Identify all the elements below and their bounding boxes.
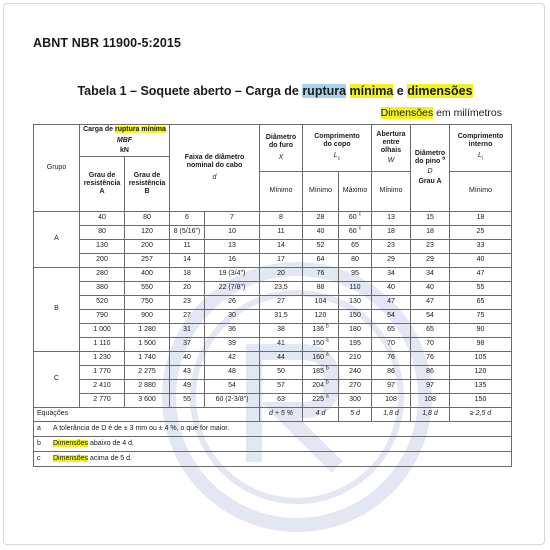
table-row	[34, 324, 512, 338]
cell-pino: 54	[411, 310, 450, 324]
cell-faixa-min: 43	[170, 366, 205, 380]
table-title: Tabela 1 – Soquete aberto – Carga de ruptura mínima e dimensões	[77, 84, 473, 98]
equacoes-label: Equações	[34, 408, 260, 422]
header-grupo: Grupo	[34, 125, 80, 212]
cell-interno: 25	[450, 226, 512, 240]
cell-interno: 135	[450, 380, 512, 394]
cell-furo: 23,5	[260, 282, 303, 296]
eq-pino: 1,8 d	[411, 408, 450, 422]
table-row	[34, 212, 512, 226]
cell-copo-max: 60 $^c$	[339, 212, 372, 226]
cell-furo: 14	[260, 240, 303, 254]
cell-copo-max: 130	[339, 296, 372, 310]
table-row	[34, 254, 512, 268]
footnote-ref: b	[325, 380, 329, 387]
cell-carga-b: 200	[125, 240, 170, 254]
cell-carga-a: 1 770	[80, 366, 125, 380]
cell-interno: 40	[450, 254, 512, 268]
table-row	[34, 268, 512, 282]
group-label: A	[34, 212, 80, 268]
cell-copo-max: 95	[339, 268, 372, 282]
cell-furo: 17	[260, 254, 303, 268]
cell-interno: 150	[450, 394, 512, 408]
cell-copo-min: 185 $^b$	[303, 366, 339, 380]
header-abertura-minimo: Mínimo	[372, 172, 411, 212]
cell-furo: 20	[260, 268, 303, 282]
cell-faixa-min: 6	[170, 212, 205, 226]
cell-faixa-max: 26	[205, 296, 260, 310]
cell-carga-a: 200	[80, 254, 125, 268]
cell-faixa-max: 48	[205, 366, 260, 380]
cell-faixa-min: 55	[170, 394, 205, 408]
cell-faixa-min: 27	[170, 310, 205, 324]
cell-carga-b: 900	[125, 310, 170, 324]
cell-pino: 47	[411, 296, 450, 310]
cell-carga-b: 120	[125, 226, 170, 240]
cell-furo: 41	[260, 338, 303, 352]
cell-faixa-max: 42	[205, 352, 260, 366]
cell-copo-min: 76	[303, 268, 339, 282]
cell-copo-min: 225 $^a$	[303, 394, 339, 408]
cell-carga-a: 1 230	[80, 352, 125, 366]
cell-faixa-min: 37	[170, 338, 205, 352]
cell-copo-max: 65	[339, 240, 372, 254]
cell-abertura: 29	[372, 254, 411, 268]
cell-carga-a: 1 000	[80, 324, 125, 338]
cell-interno: 65	[450, 296, 512, 310]
cell-copo-max: 270	[339, 380, 372, 394]
table-row	[34, 380, 512, 394]
cell-abertura: 86	[372, 366, 411, 380]
cell-pino: 76	[411, 352, 450, 366]
cell-carga-b: 257	[125, 254, 170, 268]
cell-copo-max: 150	[339, 310, 372, 324]
cell-interno: 120	[450, 366, 512, 380]
footnote-ref: a	[325, 352, 329, 359]
cell-faixa-max: 54	[205, 380, 260, 394]
cell-carga-b: 2 880	[125, 380, 170, 394]
eq-copo-max: 5 d	[339, 408, 372, 422]
cell-carga-b: 1 500	[125, 338, 170, 352]
table-row	[34, 240, 512, 254]
header-interno-minimo: Mínimo	[450, 172, 512, 212]
group-label: B	[34, 268, 80, 352]
cell-abertura: 34	[372, 268, 411, 282]
header-copo: Comprimento do copo $L_c$	[303, 125, 372, 172]
header-faixa: Faixa de diâmetro nominal do cabo d	[170, 125, 260, 212]
cell-interno: 33	[450, 240, 512, 254]
cell-faixa-max: 16	[205, 254, 260, 268]
header-furo-minimo: Mínimo	[260, 172, 303, 212]
cell-carga-b: 2 275	[125, 366, 170, 380]
cell-faixa-max: 60 (2-3/8")	[205, 394, 260, 408]
cell-pino: 65	[411, 324, 450, 338]
group-label: C	[34, 352, 80, 408]
cell-furo: 31,5	[260, 310, 303, 324]
eq-interno: ≥ 2,5 d	[450, 408, 512, 422]
cell-faixa-min: 14	[170, 254, 205, 268]
table-row	[34, 226, 512, 240]
cell-copo-min: 160 $^a$	[303, 352, 339, 366]
cell-abertura: 13	[372, 212, 411, 226]
footnote-ref: c	[358, 212, 362, 219]
cell-copo-max: 210	[339, 352, 372, 366]
header-grau-a: Grau de resistência A	[80, 157, 125, 212]
units-note: Dimensões em milímetros	[380, 107, 502, 119]
cell-interno: 75	[450, 310, 512, 324]
cell-furo: 11	[260, 226, 303, 240]
cell-copo-max: 240	[339, 366, 372, 380]
cell-faixa-max: 39	[205, 338, 260, 352]
cell-interno: 47	[450, 268, 512, 282]
cell-copo-min: 28	[303, 212, 339, 226]
cell-pino: 34	[411, 268, 450, 282]
cell-copo-min: 64	[303, 254, 339, 268]
cell-pino: 23	[411, 240, 450, 254]
cell-copo-max: 110	[339, 282, 372, 296]
cell-abertura: 70	[372, 338, 411, 352]
cell-copo-max: 180	[339, 324, 372, 338]
table-row	[34, 338, 512, 352]
cell-faixa-max: 7	[205, 212, 260, 226]
table-row	[34, 282, 512, 296]
eq-copo-min: 4 d	[303, 408, 339, 422]
footnote-b: b Dimensões abaixo de 4 d.	[34, 437, 512, 452]
cell-pino: 86	[411, 366, 450, 380]
cell-faixa-max: 10	[205, 226, 260, 240]
cell-furo: 38	[260, 324, 303, 338]
cell-faixa-min: 8 (5/16")	[170, 226, 205, 240]
cell-abertura: 76	[372, 352, 411, 366]
cell-carga-b: 400	[125, 268, 170, 282]
cell-interno: 98	[450, 338, 512, 352]
cell-furo: 57	[260, 380, 303, 394]
cell-furo: 8	[260, 212, 303, 226]
cell-copo-min: 52	[303, 240, 339, 254]
cell-abertura: 108	[372, 394, 411, 408]
cell-interno: 90	[450, 324, 512, 338]
eq-furo: d + 5 %	[260, 408, 303, 422]
header-interno: Comprimento interno $L_i$	[450, 125, 512, 172]
cell-pino: 29	[411, 254, 450, 268]
footnote-ref: b	[325, 366, 329, 373]
cell-interno: 18	[450, 212, 512, 226]
cell-copo-min: 204 $^b$	[303, 380, 339, 394]
cell-carga-b: 750	[125, 296, 170, 310]
cell-pino: 15	[411, 212, 450, 226]
cell-copo-min: 40	[303, 226, 339, 240]
footnote-c: c Dimensões acima de 5 d.	[34, 452, 512, 467]
cell-faixa-min: 49	[170, 380, 205, 394]
cell-carga-a: 280	[80, 268, 125, 282]
cell-abertura: 97	[372, 380, 411, 394]
cell-faixa-max: 36	[205, 324, 260, 338]
table-row	[34, 394, 512, 408]
cell-furo: 27	[260, 296, 303, 310]
cell-pino: 97	[411, 380, 450, 394]
cell-faixa-min: 40	[170, 352, 205, 366]
cell-copo-min: 120	[303, 310, 339, 324]
cell-abertura: 40	[372, 282, 411, 296]
footnote-a: a A tolerância de D é de ± 3 mm ou ± 4 %, o que for maior.	[34, 422, 512, 437]
equacoes-row	[34, 408, 512, 422]
cell-carga-a: 380	[80, 282, 125, 296]
cell-furo: 63	[260, 394, 303, 408]
cell-interno: 105	[450, 352, 512, 366]
cell-carga-b: 80	[125, 212, 170, 226]
header-pino: Diâmetro do pino $^a$ D Grau A	[411, 125, 450, 212]
cell-copo-min: 104	[303, 296, 339, 310]
cell-copo-min: 136 $^b$	[303, 324, 339, 338]
cell-faixa-min: 23	[170, 296, 205, 310]
cell-faixa-max: 19 (3/4")	[205, 268, 260, 282]
table-row	[34, 296, 512, 310]
cell-faixa-max: 13	[205, 240, 260, 254]
cell-faixa-min: 11	[170, 240, 205, 254]
header-abertura: Abertura entre olhais W	[372, 125, 411, 172]
cell-abertura: 54	[372, 310, 411, 324]
cell-copo-max: 195	[339, 338, 372, 352]
cell-faixa-max: 22 (7/8")	[205, 282, 260, 296]
cell-abertura: 18	[372, 226, 411, 240]
header-copo-minimo: Mínimo	[303, 172, 339, 212]
cell-carga-a: 790	[80, 310, 125, 324]
header-furo: Diâmetro do furo X	[260, 125, 303, 172]
table-row	[34, 310, 512, 324]
header-grau-b: Grau de resistência B	[125, 157, 170, 212]
cell-carga-a: 40	[80, 212, 125, 226]
eq-abertura: 1,8 d	[372, 408, 411, 422]
document-code: ABNT NBR 11900-5:2015	[33, 36, 181, 50]
header-carga: Carga de ruptura mínima MBF kN	[80, 125, 170, 157]
cell-carga-a: 1 110	[80, 338, 125, 352]
cell-pino: 108	[411, 394, 450, 408]
cell-faixa-min: 18	[170, 268, 205, 282]
cell-carga-a: 520	[80, 296, 125, 310]
cell-abertura: 47	[372, 296, 411, 310]
cell-interno: 55	[450, 282, 512, 296]
cell-furo: 44	[260, 352, 303, 366]
cell-carga-b: 3 600	[125, 394, 170, 408]
cell-abertura: 65	[372, 324, 411, 338]
cell-abertura: 23	[372, 240, 411, 254]
cell-carga-a: 2 770	[80, 394, 125, 408]
header-copo-maximo: Máximo	[339, 172, 372, 212]
cell-faixa-min: 31	[170, 324, 205, 338]
cell-carga-b: 1 740	[125, 352, 170, 366]
cell-copo-max: 300	[339, 394, 372, 408]
cell-carga-a: 2 410	[80, 380, 125, 394]
footnote-ref: a	[325, 338, 329, 345]
cell-carga-a: 130	[80, 240, 125, 254]
cell-pino: 18	[411, 226, 450, 240]
cell-carga-b: 1 280	[125, 324, 170, 338]
cell-carga-a: 80	[80, 226, 125, 240]
cell-copo-min: 88	[303, 282, 339, 296]
table-row	[34, 352, 512, 366]
cell-copo-min: 150 $^a$	[303, 338, 339, 352]
cell-carga-b: 550	[125, 282, 170, 296]
cell-faixa-max: 30	[205, 310, 260, 324]
cell-furo: 50	[260, 366, 303, 380]
table-row	[34, 366, 512, 380]
footnote-ref: c	[358, 226, 362, 233]
spec-table	[33, 124, 512, 467]
footnote-ref: b	[325, 324, 329, 331]
cell-pino: 40	[411, 282, 450, 296]
cell-faixa-min: 20	[170, 282, 205, 296]
cell-copo-max: 60 $^c$	[339, 226, 372, 240]
cell-pino: 70	[411, 338, 450, 352]
cell-copo-max: 80	[339, 254, 372, 268]
footnote-ref: a	[325, 394, 329, 401]
